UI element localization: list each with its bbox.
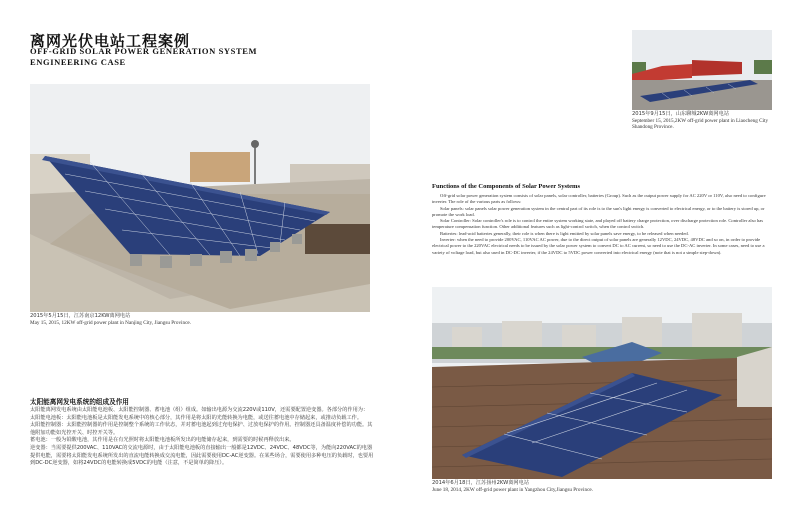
functions-title-en: Functions of the Components of Solar Power Systems — [432, 183, 580, 190]
functions-en-paragraph: Batteries: lead-acid batteries generally, their role is when there is light emitted by solar panels save energy, to be released when needed. — [440, 230, 689, 236]
photo-liaocheng-2kw — [632, 30, 772, 110]
photo-yangzhou-image — [432, 287, 772, 479]
functions-cn-paragraph: 太阳能电池板：太阳能电池板是太阳能发电系统中的核心部分，其作用是将太阳的光能转换为电能，或送往蓄电池中存储起来，或推动负载工作。 — [30, 414, 363, 421]
functions-cn-paragraph: 太阳能控制器：太阳能控制器的作用是控制整个系统的工作状态，并对蓄电池起到过充电保护、过放电保护的作用。控制器还具备温度补偿的功能。其他附加功能如光控开关、时控开关等。 — [30, 422, 373, 436]
functions-en-paragraph: Inverter: when the need to provide 200VAC, 110VAC AC power, due to the direct output of solar panels are generally 12VDC, 24VDC, 48VDC and so on, in order to provide electrical power to the 220VAC electrical needs to be issued by the solar power system to convert DC to AC current, so need to use the DC-AC inverter. In some cases, need to use a variety of voltage load, but also used in DC-DC inverter, if the 24VDC to 5VDC power converted into electrical energy (note that is not a simple step-down). — [432, 237, 765, 255]
page-title-en-line1: OFF-GRID SOLAR POWER GENERATION SYSTEM — [30, 46, 258, 56]
caption-yangzhou-en: June 18, 2014, 2KW off-grid power plant in Yangzhou City,Jiangsu Province. — [432, 486, 593, 493]
caption-nanjing-cn: 2015年5月15日，江苏南京12KW离网电站 — [30, 313, 131, 319]
caption-yangzhou — [432, 480, 772, 493]
functions-body-cn — [30, 407, 375, 468]
functions-title-cn: 太阳能离网发电系统的组成及作用 — [30, 398, 129, 406]
page-title-en — [30, 46, 257, 68]
page-title-cn: 离网光伏电站工程案例 — [30, 32, 191, 50]
functions-cn-paragraph: 逆变器：当需要提供200VAC、110VAC的交流电源时，由于太阳能电池板的直接输出一般都是12VDC、24VDC、48VDC等，为能向220VAC的电器提供电能，需要将太阳能发电系统所发出的直流电能转换成交流电能，因此需要使用DC-AC逆变器。在某些场合，需要使用多种电压的负载时，也要用到DC-DC逆变器，如将24VDC的电能转换成5VDC的电能（注意，不是简单的降压）。 — [30, 444, 374, 467]
functions-cn-paragraph: 蓄电池：一般为铅酸电池，其作用是在有光照时将太阳能电池板所发出的电能储存起来，到需要的时候再释放出来。 — [30, 437, 295, 444]
caption-liaocheng-en-line2: Shandong Province. — [632, 124, 674, 131]
caption-liaocheng-en-line1: September 15, 2015,2KW off-grid power plant in Liaocheng City — [632, 117, 769, 124]
photo-nanjing-image — [30, 84, 370, 312]
functions-en-paragraph: Off-grid solar power generation system consists of solar panels, solar controller, batteries (Group). Such as the output power supply for AC 220V or 110V, also need to configure inverter. The role of the various parts as follows: — [432, 193, 766, 205]
functions-body-en — [432, 193, 772, 256]
page-title-en-line2: ENGINEERING CASE — [30, 57, 126, 67]
photo-liaocheng-image — [632, 30, 772, 110]
functions-en-paragraph: Solar Controller: Solar controller's role is to control the entire system working state, and played off battery charge protection, over discharge protection role. Controller also has temperature compensation function. Other additional features such as light-control switch, when the control switch. — [432, 218, 764, 230]
caption-nanjing — [30, 313, 370, 326]
photo-nanjing-12kw — [30, 84, 370, 312]
caption-liaocheng-cn: 2015年9月15日，山东聊城2KW离网电站 — [632, 111, 729, 117]
caption-yangzhou-cn: 2014年6月18日，江苏扬州2KW离网电站 — [432, 480, 529, 486]
caption-liaocheng — [632, 111, 782, 131]
caption-nanjing-en: May 15, 2015, 12KW off-grid power plant in Nanjing City, Jiangsu Province. — [30, 319, 191, 326]
functions-en-paragraph: Solar panels: solar panels solar power generation system in the central part of its role is to the sun's light energy is converted to electrical energy, or to the battery is stored up, or promote the work load. — [432, 205, 765, 217]
photo-yangzhou-2kw — [432, 287, 772, 479]
functions-cn-paragraph: 太阳能离网发电系统由太阳能电池板、太阳能控制器、蓄电池（组）组成。如输出电源为交流220V或110V，还需要配置逆变器。各部分的作用为： — [30, 407, 369, 413]
